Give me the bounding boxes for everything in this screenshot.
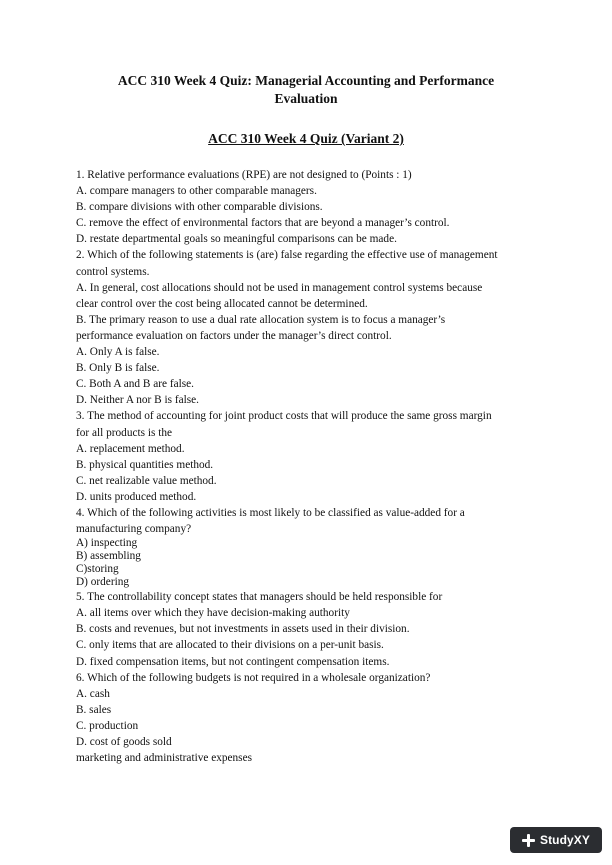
q6-option-d: D. cost of goods sold [76, 736, 172, 748]
brand-name: StudyXY [539, 833, 591, 847]
plus-icon [522, 834, 535, 847]
title-line-2: Evaluation [274, 91, 338, 106]
q2-option-b: B. Only B is false. [76, 362, 160, 375]
q1-option-c: C. remove the effect of environmental factors that are beyond a manager’s control. [76, 217, 450, 230]
q5-option-a: A. all items over which they have decision-making authority [76, 607, 350, 620]
question-4-cont: manufacturing company? [76, 523, 192, 536]
q4-option-c: C)storing [76, 563, 119, 576]
question-4: 4. Which of the following activities is most likely to be classified as value-added for a [76, 506, 465, 519]
question-3-cont: for all products is the [76, 426, 173, 439]
q5-option-b: B. costs and revenues, but not investments in assets used in their division. [76, 623, 410, 636]
q4-option-b: B) assembling [76, 550, 141, 563]
q2-option-c: C. Both A and B are false. [76, 378, 194, 391]
q3-option-a: A. replacement method. [76, 442, 185, 455]
q6-option-c: C. production [76, 719, 139, 732]
q2-statement-b: B. The primary reason to use a dual rate allocation system is to focus a manager’s [76, 313, 446, 326]
quiz-content [76, 167, 546, 766]
q1-option-a: A. compare managers to other comparable managers. [76, 185, 317, 198]
question-5: 5. The controllability concept states that managers should be held responsible for [76, 591, 443, 604]
q4-option-d: D) ordering [76, 576, 130, 589]
q4-option-a: A) inspecting [76, 537, 138, 550]
q2-statement-a-cont: clear control over the cost being allocated cannot be determined. [76, 297, 368, 310]
q6-option-a: A. cash [76, 687, 110, 700]
q6-option-b: B. sales [76, 703, 112, 716]
question-6: 6. Which of the following budgets is not required in a wholesale organization? [76, 671, 431, 684]
studyxy-badge[interactable] [510, 827, 602, 853]
document-title [80, 72, 532, 108]
q2-option-a: A. Only A is false. [76, 346, 160, 359]
q2-statement-a: A. In general, cost allocations should not be used in management control systems because [76, 281, 483, 294]
question-2: 2. Which of the following statements is (are) false regarding the effective use of management [76, 249, 498, 262]
q3-option-c: C. net realizable value method. [76, 474, 217, 487]
question-2-cont: control systems. [76, 265, 150, 278]
q1-option-d: D. restate departmental goals so meaningful comparisons can be made. [76, 233, 397, 246]
document-subtitle: ACC 310 Week 4 Quiz (Variant 2) [208, 131, 404, 146]
q2-option-d: D. Neither A nor B is false. [76, 394, 199, 407]
title-line-1: ACC 310 Week 4 Quiz: Managerial Accounting and Performance [117, 73, 495, 88]
question-3: 3. The method of accounting for joint product costs that will produce the same gross margin [76, 410, 492, 423]
q3-option-d: D. units produced method. [76, 490, 197, 503]
q1-option-b: B. compare divisions with other comparable divisions. [76, 201, 323, 214]
q3-option-b: B. physical quantities method. [76, 458, 214, 471]
q5-option-d: D. fixed compensation items, but not contingent compensation items. [76, 655, 390, 668]
q6-extra-option: marketing and administrative expenses [76, 752, 252, 765]
q5-option-c: C. only items that are allocated to their divisions on a per-unit basis. [76, 639, 384, 652]
question-1: 1. Relative performance evaluations (RPE) are not designed to (Points : 1) [76, 169, 412, 181]
q2-statement-b-cont: performance evaluation on factors under the manager’s direct control. [76, 329, 392, 342]
